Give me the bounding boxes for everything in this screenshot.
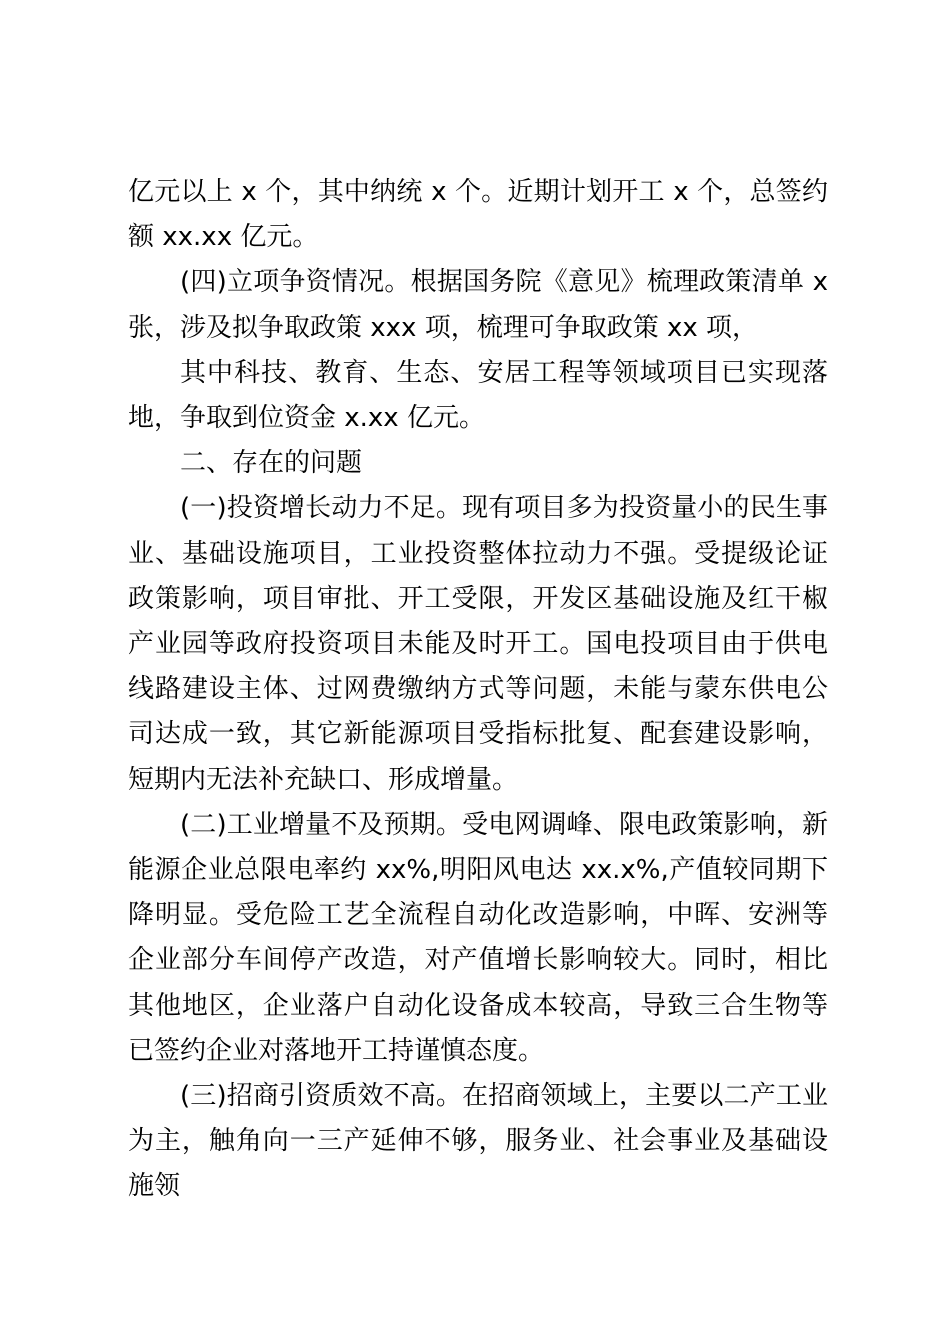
paragraph-section-4: (四)立项争资情况。根据国务院《意见》梳理政策清单 x 张，涉及拟争取政策 xxx 项，梳理可争取政策 xx 项， — [128, 267, 828, 343]
document-body — [128, 170, 828, 1210]
paragraph-problem-3: (三)招商引资质效不高。在招商领域上，主要以二产工业为主，触角向一三产延伸不够，服务业、社会事业及基础设施领 — [128, 1081, 828, 1202]
paragraph-continuation: 亿元以上 x 个，其中纳统 x 个。近期计划开工 x 个，总签约额 xx.xx 亿元。 — [128, 177, 828, 253]
paragraph-section-4-cont: 其中科技、教育、生态、安居工程等领域项目已实现落地，争取到位资金 x.xx 亿元。 — [128, 357, 828, 434]
paragraph-problem-1: (一)投资增长动力不足。现有项目多为投资量小的民生事业、基础设施项目，工业投资整体拉动力不强。受提级论证政策影响，项目审批、开工受限，开发区基础设施及红干椒产业园等政府投资项目未能及时开工。国电投项目由于供电线路建设主体、过网费缴纳方式等问题，未能与蒙东供电公司达成一致，其它新能源项目受指标批复、配套建设影响，短期内无法补充缺口、形成增量。 — [128, 493, 828, 795]
paragraph-problem-2: (二)工业增量不及预期。受电网调峰、限电政策影响，新能源企业总限电率约 xx%,明阳风电达 xx.x%,产值较同期下降明显。受危险工艺全流程自动化改造影响，中晖、安洲等企业部分车间停产改造，对产值增长影响较大。同时，相比其他地区，企业落户自动化设备成本较高，导致三合生物等已签约企业对落地开工持谨慎态度。 — [128, 809, 828, 1066]
section-heading-problems: 二、存在的问题 — [180, 448, 363, 479]
